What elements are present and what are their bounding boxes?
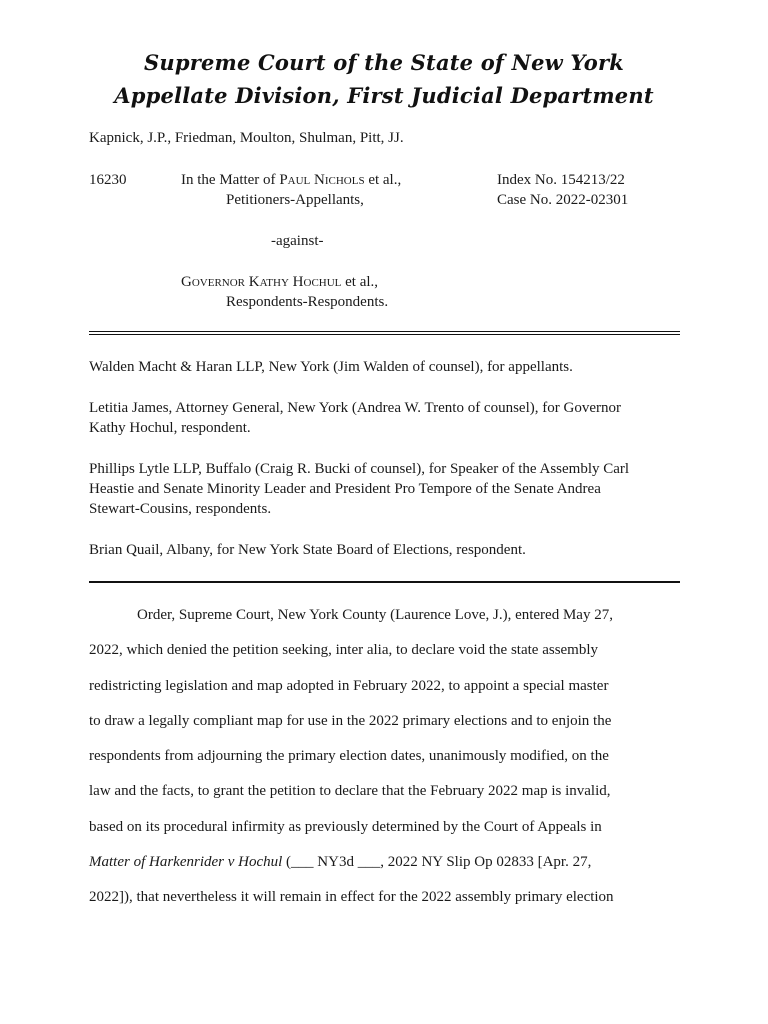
order-line-2: 2022, which denied the petition seeking, inter alia, to declare void the state assembly (89, 642, 599, 658)
respondent-line (181, 272, 378, 292)
matter-prefix: In the Matter of (181, 172, 280, 188)
caption-double-rule (89, 331, 680, 335)
case-citation-rest: (___ NY3d ___, 2022 NY Slip Op 02833 [Apr. 27, (282, 854, 592, 870)
bench-justices: Kapnick, J.P., Friedman, Moulton, Shulman, Pitt, JJ. (89, 130, 404, 146)
respondent-role: Respondents-Respondents. (226, 294, 389, 310)
respondent-suffix: et al., (341, 274, 379, 290)
petitioner-line (181, 170, 401, 190)
counsel-legislature-line-2: Heastie and Senate Minority Leader and President Pro Tempore of the Senate Andrea (89, 481, 601, 497)
counsel-board-of-elections: Brian Quail, Albany, for New York State Board of Elections, respondent. (89, 542, 526, 558)
court-division-heading: Appellate Division, First Judicial Department (114, 83, 654, 108)
order-line-1: Order, Supreme Court, New York County (Laurence Love, J.), entered May 27, (137, 607, 613, 623)
petitioner-role: Petitioners-Appellants, (226, 192, 364, 208)
docket-number: 16230 (89, 172, 127, 188)
order-line-5: respondents from adjourning the primary election dates, unanimously modified, on the (89, 748, 609, 764)
petitioner-name: Paul Nichols (279, 172, 365, 188)
respondent-name: Governor Kathy Hochul (181, 274, 342, 290)
against-label: -against- (271, 233, 324, 249)
order-line-7: based on its procedural infirmity as previously determined by the Court of Appeals in (89, 819, 602, 835)
counsel-governor-line-2: Kathy Hochul, respondent. (89, 420, 251, 436)
order-line-8 (89, 852, 591, 872)
counsel-appellants: Walden Macht & Haran LLP, New York (Jim Walden of counsel), for appellants. (89, 359, 573, 375)
counsel-legislature-line-1: Phillips Lytle LLP, Buffalo (Craig R. Bucki of counsel), for Speaker of the Assembly Carl (89, 461, 630, 477)
order-line-6: law and the facts, to grant the petition to declare that the February 2022 map is invalid, (89, 783, 611, 799)
order-line-9: 2022]), that nevertheless it will remain in effect for the 2022 assembly primary election (89, 889, 614, 905)
counsel-governor-line-1: Letitia James, Attorney General, New York (Andrea W. Trento of counsel), for Governor (89, 400, 621, 416)
counsel-legislature-line-3: Stewart-Cousins, respondents. (89, 501, 272, 517)
index-number: Index No. 154213/22 (497, 172, 625, 188)
petitioner-suffix: et al., (364, 172, 402, 188)
case-citation-name: Matter of Harkenrider v Hochul (89, 854, 283, 870)
order-line-3: redistricting legislation and map adopted in February 2022, to appoint a special master (89, 678, 609, 694)
case-number: Case No. 2022-02301 (497, 192, 629, 208)
court-name-heading: Supreme Court of the State of New York (143, 50, 625, 75)
counsel-section-rule (89, 581, 680, 583)
order-line-4: to draw a legally compliant map for use in the 2022 primary elections and to enjoin the (89, 713, 612, 729)
